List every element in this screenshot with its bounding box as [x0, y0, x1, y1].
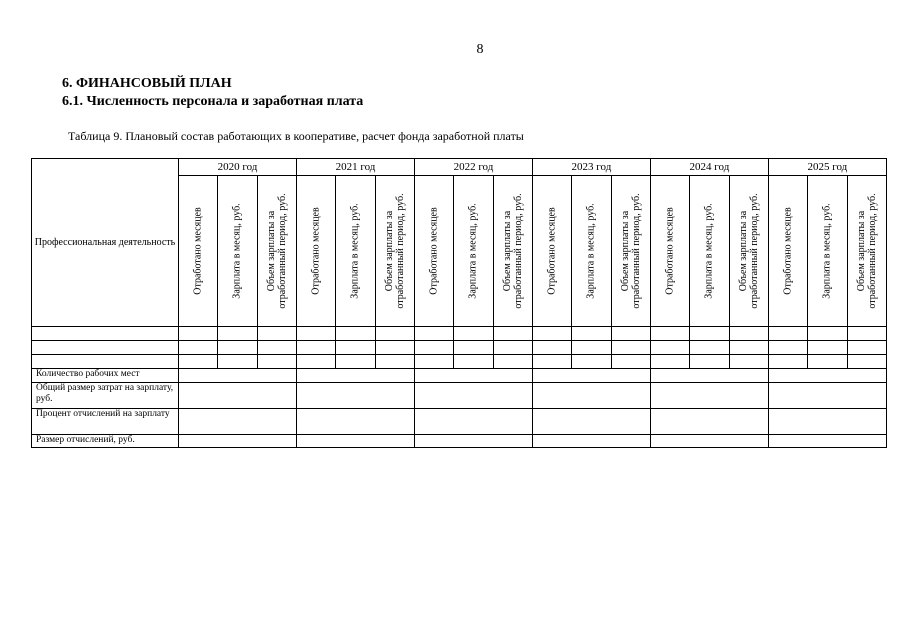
subsection-heading: 6.1. Численность персонала и заработная плата [62, 94, 364, 109]
months-worked-header: Отработано месяцев [296, 176, 335, 327]
summary-label: Общий размер затрат на зарплату, руб. [32, 383, 179, 409]
months-worked-header: Отработано месяцев [532, 176, 571, 327]
summary-row-deduction-percent [32, 409, 887, 435]
table-caption: Таблица 9. Плановый состав работающих в кооперативе, расчет фонда заработной платы [68, 129, 524, 143]
period-salary-header: Объем зарплаты за отработанный период, руб. [729, 176, 768, 327]
months-worked-header: Отработано месяцев [650, 176, 689, 327]
monthly-salary-header: Зарплата в месяц, руб. [690, 176, 729, 327]
table-cell [32, 341, 179, 355]
table-row [32, 341, 887, 355]
year-2020: 2020 год [179, 159, 297, 176]
year-2022: 2022 год [414, 159, 532, 176]
year-2023: 2023 год [532, 159, 650, 176]
table-cell [32, 355, 179, 369]
staff-salary-table [31, 158, 887, 448]
months-worked-header: Отработано месяцев [768, 176, 807, 327]
year-2025: 2025 год [768, 159, 886, 176]
months-worked-header: Отработано месяцев [179, 176, 218, 327]
year-2021: 2021 год [296, 159, 414, 176]
monthly-salary-header: Зарплата в месяц, руб. [218, 176, 257, 327]
monthly-salary-header: Зарплата в месяц, руб. [808, 176, 847, 327]
period-salary-header: Объем зарплаты за отработанный период, руб. [375, 176, 414, 327]
period-salary-header: Объем зарплаты за отработанный период, руб. [611, 176, 650, 327]
summary-row-total-salary [32, 383, 887, 409]
table-row [32, 327, 887, 341]
monthly-salary-header: Зарплата в месяц, руб. [572, 176, 611, 327]
table-row [32, 355, 887, 369]
summary-row-workplaces [32, 369, 887, 383]
period-salary-header: Объем зарплаты за отработанный период, руб. [257, 176, 296, 327]
summary-label: Размер отчислений, руб. [32, 435, 179, 448]
year-header-row [32, 159, 887, 176]
table-cell [32, 327, 179, 341]
page-number: 8 [476, 42, 484, 57]
monthly-salary-header: Зарплата в месяц, руб. [454, 176, 493, 327]
profession-header: Профессиональная деятельность [32, 159, 179, 327]
year-2024: 2024 год [650, 159, 768, 176]
section-heading: 6. ФИНАНСОВЫЙ ПЛАН [62, 76, 232, 91]
months-worked-header: Отработано месяцев [414, 176, 453, 327]
period-salary-header: Объем зарплаты за отработанный период, руб. [493, 176, 532, 327]
monthly-salary-header: Зарплата в месяц, руб. [336, 176, 375, 327]
summary-label: Процент отчислений на зарплату [32, 409, 179, 435]
summary-label: Количество рабочих мест [32, 369, 179, 383]
period-salary-header: Объем зарплаты за отработанный период, руб. [847, 176, 886, 327]
summary-row-deduction-amount [32, 435, 887, 448]
